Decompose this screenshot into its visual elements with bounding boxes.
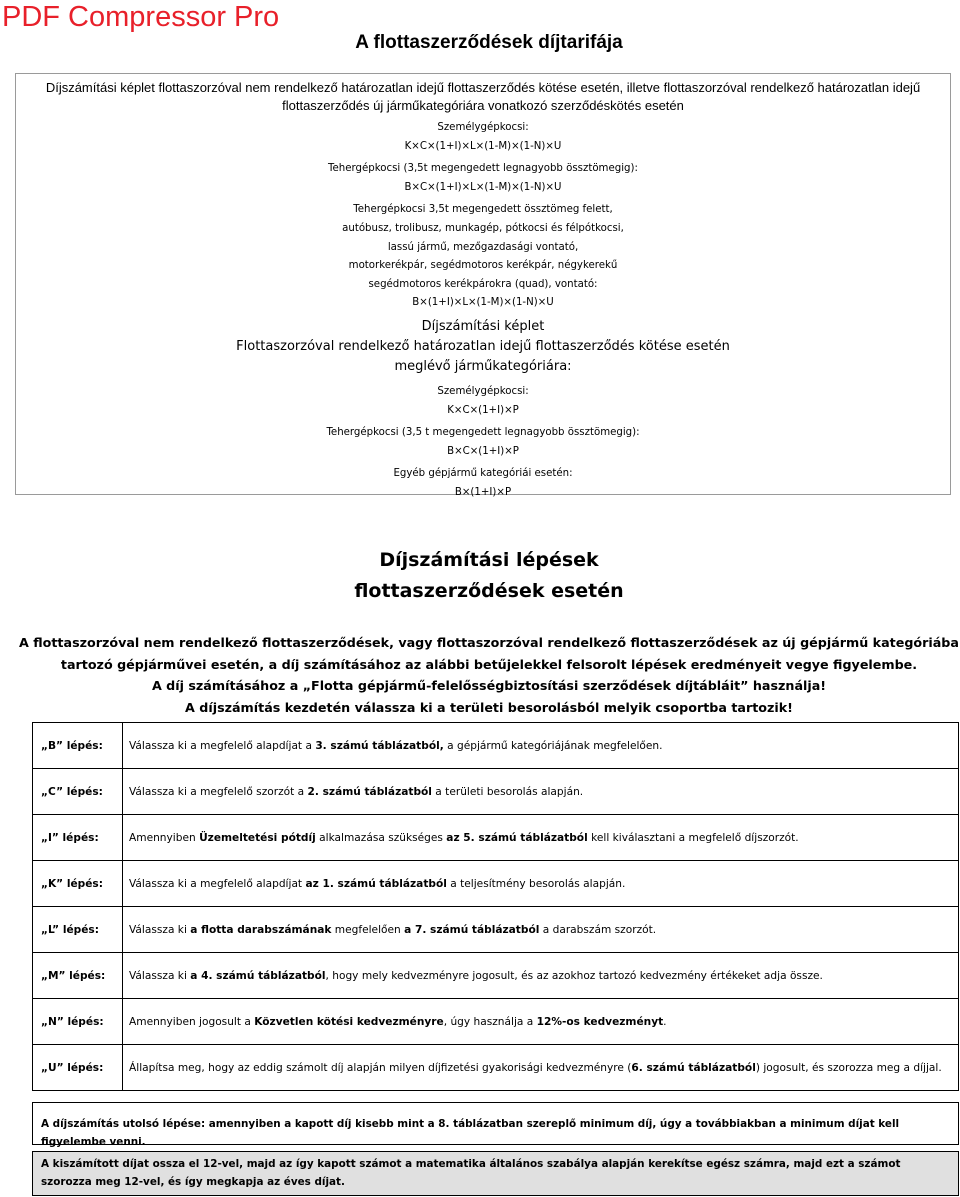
step-row: [33, 953, 959, 999]
step-label: „M” lépés:: [33, 953, 123, 999]
step-text-segment: 2. számú táblázatból: [307, 785, 432, 798]
steps-intro: [0, 632, 960, 718]
step-row: [33, 907, 959, 953]
step-description: [123, 999, 959, 1045]
step-text-segment: 3. számú táblázatból,: [315, 739, 444, 752]
step-text-segment: a flotta darabszámának: [190, 923, 332, 936]
fleet-truck-formula: B×C×(1+I)×P: [447, 445, 519, 457]
formula-box: [15, 73, 951, 498]
step-text-segment: 6. számú táblázatból: [631, 1061, 756, 1074]
step-text-segment: a 4. számú táblázatból: [190, 969, 326, 982]
step-text-segment: ) jogosult, és szorozza meg a díjjal.: [755, 1061, 942, 1074]
step-label: „K” lépés:: [33, 861, 123, 907]
step-label: „L” lépés:: [33, 907, 123, 953]
step-row: [33, 815, 959, 861]
other-vehicles-line: lassú jármű, mezőgazdasági vontató,: [387, 241, 579, 253]
fleet-other-formula: B×(1+I)×P: [454, 486, 512, 498]
other-vehicles-line: segédmotoros kerékpárokra (quad), vontató:: [368, 278, 598, 290]
step-text-segment: Válassza ki a megfelelő szorzót a: [129, 785, 308, 798]
fleet-other-label: Egyéb gépjármű kategóriái esetén:: [393, 468, 573, 480]
step-label: „I” lépés:: [33, 815, 123, 861]
step-text-segment: Válassza ki a megfelelő alapdíjat: [129, 877, 306, 890]
step-row: [33, 1045, 959, 1091]
other-vehicles-line: Tehergépkocsi 3,5t megengedett össztömeg felett,: [353, 204, 613, 216]
step-text-segment: a gépjármű kategóriájának megfelelően.: [443, 739, 663, 752]
step-text-segment: Állapítsa meg, hogy az eddig számolt díj alapján milyen díjfizetési gyakorisági kedvezményre (: [129, 1061, 632, 1074]
step-label: „C” lépés:: [33, 769, 123, 815]
step-label: „U” lépés:: [33, 1045, 123, 1091]
step-label: „B” lépés:: [33, 723, 123, 769]
intro-line: tartozó gépjárművei esetén, a díj számításához az alábbi betűjelekkel felsorolt lépések eredményeit vegye figyelembe.: [60, 656, 918, 672]
step-description: [123, 907, 959, 953]
other-vehicles-line: autóbusz, trolibusz, munkagép, pótkocsi és félpótkocsi,: [342, 222, 624, 234]
step-row: [33, 999, 959, 1045]
truck-formula: B×C×(1+I)×L×(1-M)×(1-N)×U: [404, 181, 562, 193]
step-text-segment: a teljesítmény besorolás alapján.: [446, 877, 626, 890]
step-text-segment: Közvetlen kötési kedvezményre: [254, 1015, 444, 1028]
step-description: [123, 815, 959, 861]
formula-box-heading: Díjszámítási képlet flottaszorzóval nem rendelkező határozatlan idejű flottaszerződés kötése esetén, illetve flottaszorzóval rendelkező határozatlan idejű flottaszerződés új járműkategóriára vonatkozó szerződéskötés esetén: [45, 80, 921, 113]
step-description: [123, 723, 959, 769]
fleet-car-label: Személygépkocsi:: [437, 385, 529, 397]
watermark-text: PDF Compressor Pro: [2, 1, 280, 33]
intro-line: A díjszámítás kezdetén válassza ki a területi besorolásból melyik csoportba tartozik!: [185, 699, 793, 715]
step-text-segment: kell kiválasztani a megfelelő díjszorzót.: [587, 831, 799, 844]
intro-line: A díj számításához a „Flotta gépjármű-felelősségbiztosítási szerződések díjtábláit” használja!: [151, 678, 827, 693]
step-text-segment: , úgy használja a: [443, 1015, 537, 1028]
step-text-segment: a 7. számú táblázatból: [404, 923, 540, 936]
step-text-segment: az 1. számú táblázatból: [305, 877, 447, 890]
fleet-truck-label: Tehergépkocsi (3,5 t megengedett legnagyobb össztömegig):: [326, 427, 640, 439]
step-text-segment: Válassza ki: [129, 969, 191, 982]
step-text-segment: megfelelően: [331, 923, 405, 936]
personal-car-formula: K×C×(1+I)×L×(1-M)×(1-N)×U: [404, 140, 562, 152]
step-text-segment: Válassza ki: [129, 923, 191, 936]
step-text-segment: .: [663, 1015, 667, 1028]
step-row: [33, 769, 959, 815]
step-text-segment: Üzemeltetési pótdíj: [199, 831, 316, 844]
step-description: [123, 1045, 959, 1091]
step-text-segment: a darabszám szorzót.: [539, 923, 657, 936]
final-step-note: A díjszámítás utolsó lépése: amennyiben a kapott díj kisebb mint a 8. táblázatban szereplő minimum díj, úgy a továbbiakban a minimum díjat kell figyelembe venni.: [32, 1102, 959, 1145]
intro-line: A flottaszorzóval nem rendelkező flottaszerződések, vagy flottaszorzóval rendelkező flottaszerződések az új gépjármű kategóriába: [19, 635, 959, 650]
step-description: [123, 861, 959, 907]
other-vehicles-line: motorkerékpár, segédmotoros kerékpár, négykerekű: [348, 260, 618, 272]
step-text-segment: alkalmazása szükséges: [315, 831, 447, 844]
step-text-segment: Amennyiben: [129, 831, 200, 844]
step-text-segment: a területi besorolás alapján.: [431, 785, 584, 798]
personal-car-label: Személygépkocsi:: [437, 122, 529, 133]
step-text-segment: az 5. számú táblázatból: [446, 831, 588, 844]
second-formula-subheading: Flottaszorzóval rendelkező határozatlan idejű flottaszerződés kötése esetén: [236, 338, 730, 354]
second-formula-subheading: meglévő járműkategóriára:: [394, 358, 572, 374]
second-formula-heading: Díjszámítási képlet: [421, 318, 545, 334]
step-description: [123, 769, 959, 815]
step-row: [33, 723, 959, 769]
steps-heading-line: flottaszerződések esetén: [354, 580, 624, 602]
step-text-segment: Amennyiben jogosult a: [129, 1015, 255, 1028]
fleet-car-formula: K×C×(1+I)×P: [447, 404, 519, 416]
truck-label: Tehergépkocsi (3,5t megengedett legnagyobb össztömegig):: [328, 163, 638, 175]
step-text-segment: 12%-os kedvezményt: [536, 1015, 664, 1028]
other-vehicles-formula: B×(1+I)×L×(1-M)×(1-N)×U: [412, 297, 554, 309]
steps-section-heading: [0, 545, 960, 607]
steps-table: [32, 722, 959, 1091]
steps-heading-line: Díjszámítási lépések: [379, 549, 599, 571]
step-label: „N” lépés:: [33, 999, 123, 1045]
step-row: [33, 861, 959, 907]
rounding-note: A kiszámított díjat ossza el 12-vel, majd az így kapott számot a matematika általános szabálya alapján kerekítse egész számra, majd ezt a számot szorozza meg 12-vel, és így megkapja az éves díjat.: [32, 1151, 959, 1196]
page-title: A flottaszerződések díjtarifája: [355, 32, 623, 53]
step-description: [123, 953, 959, 999]
step-text-segment: , hogy mely kedvezményre jogosult, és az azokhoz tartozó kedvezmény értékeket adja össze.: [325, 969, 823, 982]
step-text-segment: Válassza ki a megfelelő alapdíjat a: [129, 739, 316, 752]
